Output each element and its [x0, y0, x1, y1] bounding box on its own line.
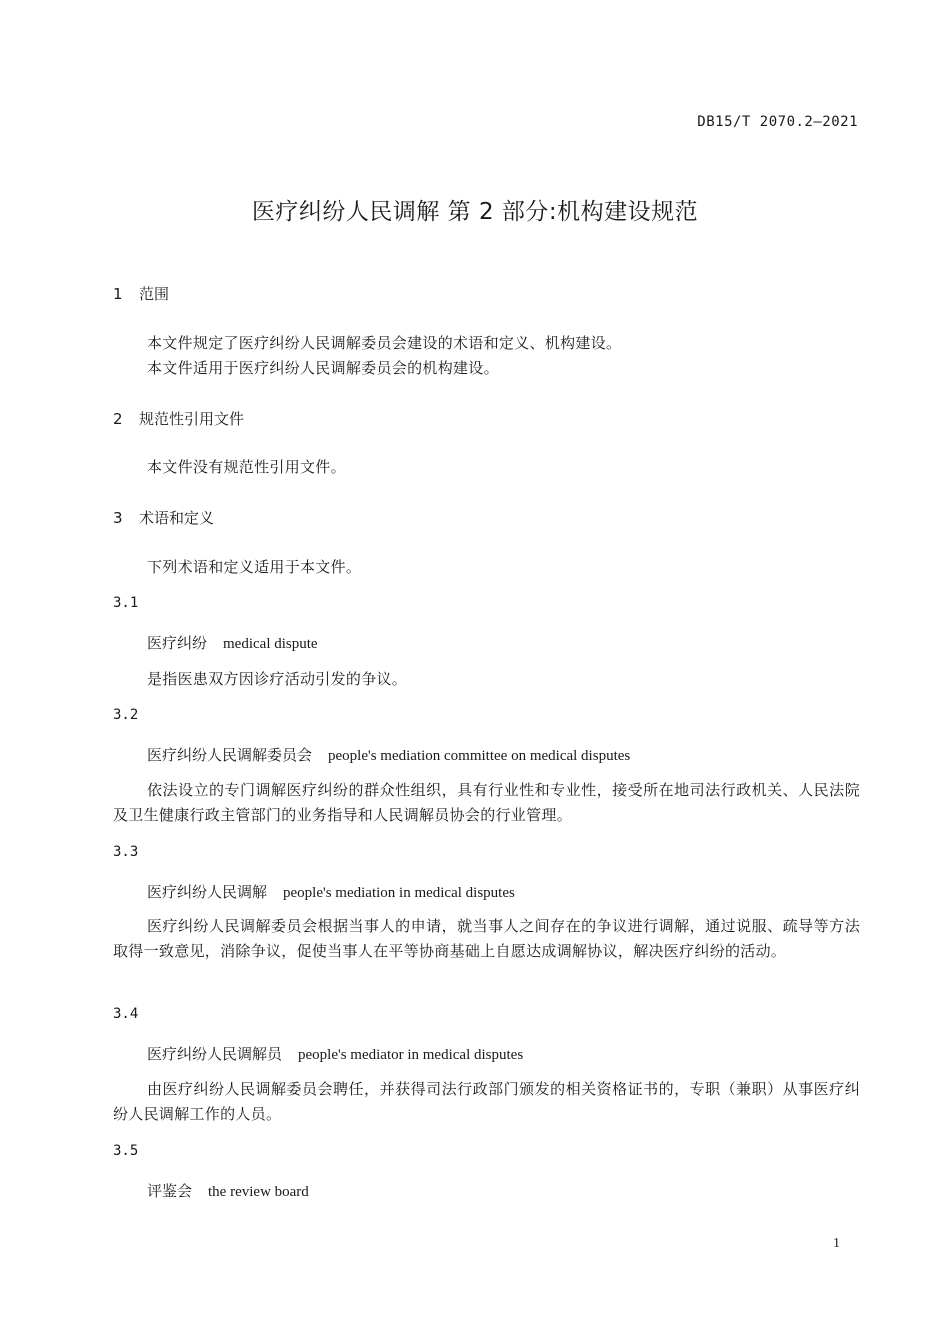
paragraph: 下列术语和定义适用于本文件。	[147, 558, 362, 576]
term-entry	[147, 632, 318, 653]
page-number: 1	[833, 1236, 840, 1251]
section-title: 范围	[139, 285, 170, 303]
term-number: 3.1	[113, 595, 139, 611]
term-en: people's mediation committee on medical disputes	[328, 748, 631, 764]
term-en: people's mediation in medical disputes	[283, 885, 515, 901]
term-en: people's mediator in medical disputes	[298, 1047, 524, 1063]
term-zh: 医疗纠纷	[147, 634, 208, 652]
section-number: 2	[113, 410, 123, 428]
section-number: 1	[113, 285, 123, 303]
term-number: 3.5	[113, 1143, 139, 1159]
term-en: the review board	[208, 1184, 309, 1200]
term-entry	[147, 881, 515, 902]
section-title: 规范性引用文件	[139, 410, 245, 428]
term-definition: 医疗纠纷人民调解委员会根据当事人的申请，就当事人之间存在的争议进行调解，通过说服、疏导等方法取得一致意见，消除争议，促使当事人在平等协商基础上自愿达成调解协议，解决医疗纠纷的活动。	[113, 917, 860, 960]
term-zh: 医疗纠纷人民调解委员会	[147, 746, 313, 764]
section-title: 术语和定义	[139, 509, 215, 527]
standard-number: DB15/T 2070.2—2021	[697, 114, 858, 130]
section-heading-2	[113, 408, 244, 429]
term-entry	[147, 1043, 523, 1064]
term-number: 3.4	[113, 1006, 139, 1022]
term-definition: 依法设立的专门调解医疗纠纷的群众性组织，具有行业性和专业性，接受所在地司法行政机关、人民法院及卫生健康行政主管部门的业务指导和人民调解员协会的行业管理。	[113, 781, 860, 824]
section-heading-3	[113, 507, 214, 528]
term-definition: 是指医患双方因诊疗活动引发的争议。	[147, 670, 408, 688]
term-zh: 医疗纠纷人民调解员	[147, 1045, 283, 1063]
term-zh: 评鉴会	[147, 1182, 193, 1200]
section-number: 3	[113, 509, 123, 527]
section-heading-1	[113, 283, 169, 304]
term-number: 3.3	[113, 844, 139, 860]
paragraph: 本文件适用于医疗纠纷人民调解委员会的机构建设。	[147, 359, 499, 377]
term-entry	[147, 1180, 309, 1201]
term-en: medical dispute	[223, 636, 318, 652]
term-entry	[147, 744, 630, 765]
term-number: 3.2	[113, 707, 139, 723]
paragraph: 本文件规定了医疗纠纷人民调解委员会建设的术语和定义、机构建设。	[147, 334, 622, 352]
document-title: 医疗纠纷人民调解 第 2 部分:机构建设规范	[251, 199, 699, 225]
term-zh: 医疗纠纷人民调解	[147, 883, 268, 901]
term-definition: 由医疗纠纷人民调解委员会聘任，并获得司法行政部门颁发的相关资格证书的，专职（兼职）从事医疗纠纷人民调解工作的人员。	[113, 1080, 860, 1123]
paragraph: 本文件没有规范性引用文件。	[147, 458, 346, 476]
